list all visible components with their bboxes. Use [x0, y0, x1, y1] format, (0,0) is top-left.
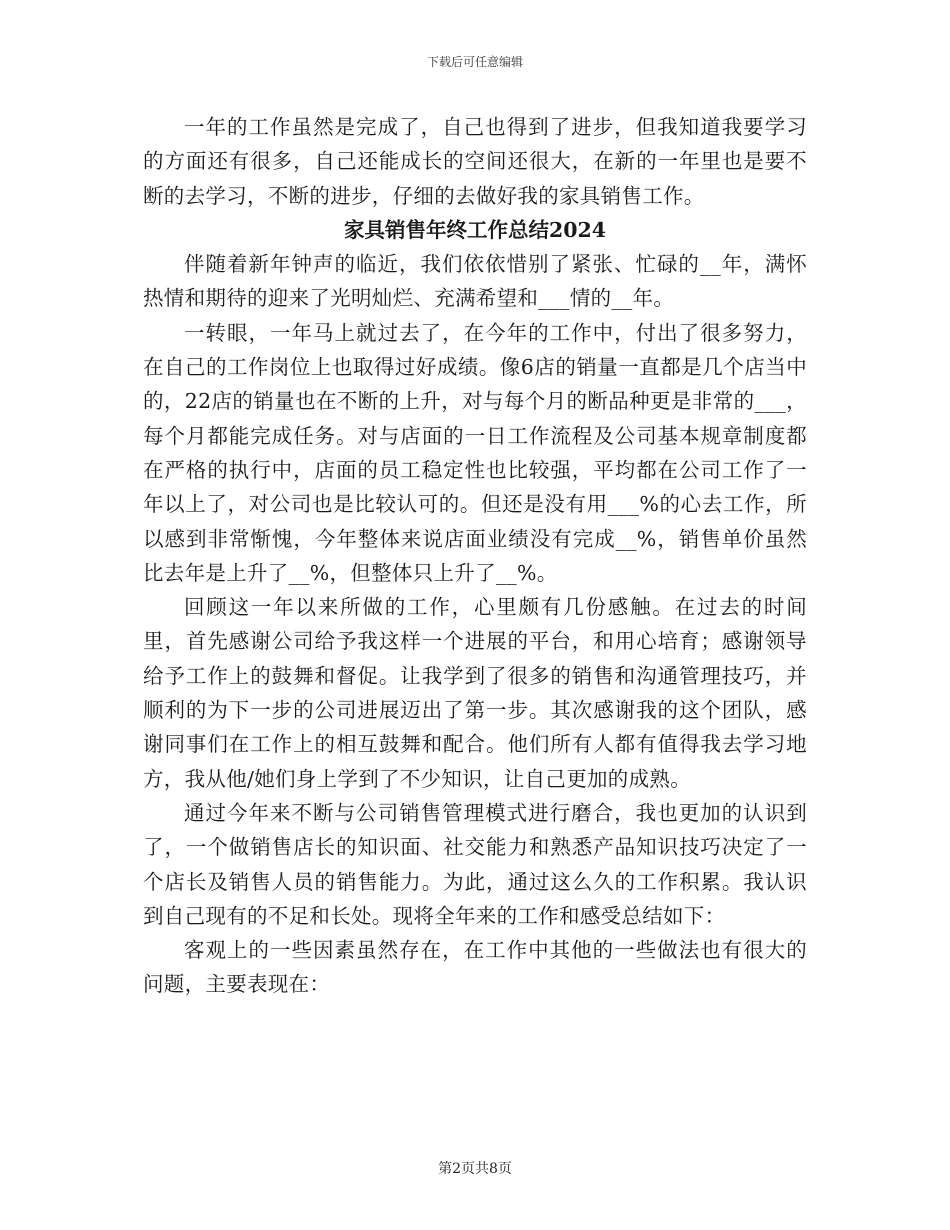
document-title: 家具销售年终工作总结2024 — [343, 217, 607, 242]
paragraph-1: 伴随着新年钟声的临近，我们依依惜别了紧张、忙碌的__年，满怀热情和期待的迎来了光明灿烂、充满希望和___情的__年。 — [143, 252, 807, 311]
document-body — [143, 110, 807, 1002]
paragraph-4: 通过今年来不断与公司销售管理模式进行磨合，我也更加的认识到了，一个做销售店长的知识面、社交能力和熟悉产品知识技巧决定了一个店长及销售人员的销售能力。为此，通过这么久的工作积累。我认识到自己现有的不足和长处。现将全年来的工作和感受总结如下： — [143, 800, 807, 928]
intro-paragraph: 一年的工作虽然是完成了，自己也得到了进步，但我知道我要学习的方面还有很多，自己还能成长的空间还很大，在新的一年里也是要不断的去学习，不断的进步，仔细的去做好我的家具销售工作。 — [143, 115, 807, 208]
paragraph-2: 一转眼，一年马上就过去了，在今年的工作中，付出了很多努力，在自己的工作岗位上也取得过好成绩。像6店的销量一直都是几个店当中的，22店的销量也在不断的上升，对与每个月的断品种更是非常的___，每个月都能完成任务。对与店面的一日工作流程及公司基本规章制度都在严格的执行中，店面的员工稳定性也比较强，平均都在公司工作了一年以上了，对公司也是比较认可的。但还是没有用___%的心去工作，所以感到非常惭愧，今年整体来说店面业绩没有完成__%，销售单价虽然比去年是上升了__%，但整体只上升了__%。 — [143, 320, 807, 585]
page-number: 第2页共8页 — [438, 1161, 512, 1177]
header-note: 下载后可任意编辑 — [426, 55, 523, 69]
paragraph-3: 回顾这一年以来所做的工作，心里颇有几份感触。在过去的时间里，首先感谢公司给予我这样一个进展的平台，和用心培育；感谢领导给予工作上的鼓舞和督促。让我学到了很多的销售和沟通管理技巧，并顺利的为下一步的公司进展迈出了第一步。其次感谢我的这个团队，感谢同事们在工作上的相互鼓舞和配合。他们所有人都有值得我去学习地方，我从他/她们身上学到了不少知识，让自己更加的成熟。 — [143, 595, 807, 791]
paragraph-5: 客观上的一些因素虽然存在，在工作中其他的一些做法也有很大的问题，主要表现在： — [143, 938, 807, 997]
